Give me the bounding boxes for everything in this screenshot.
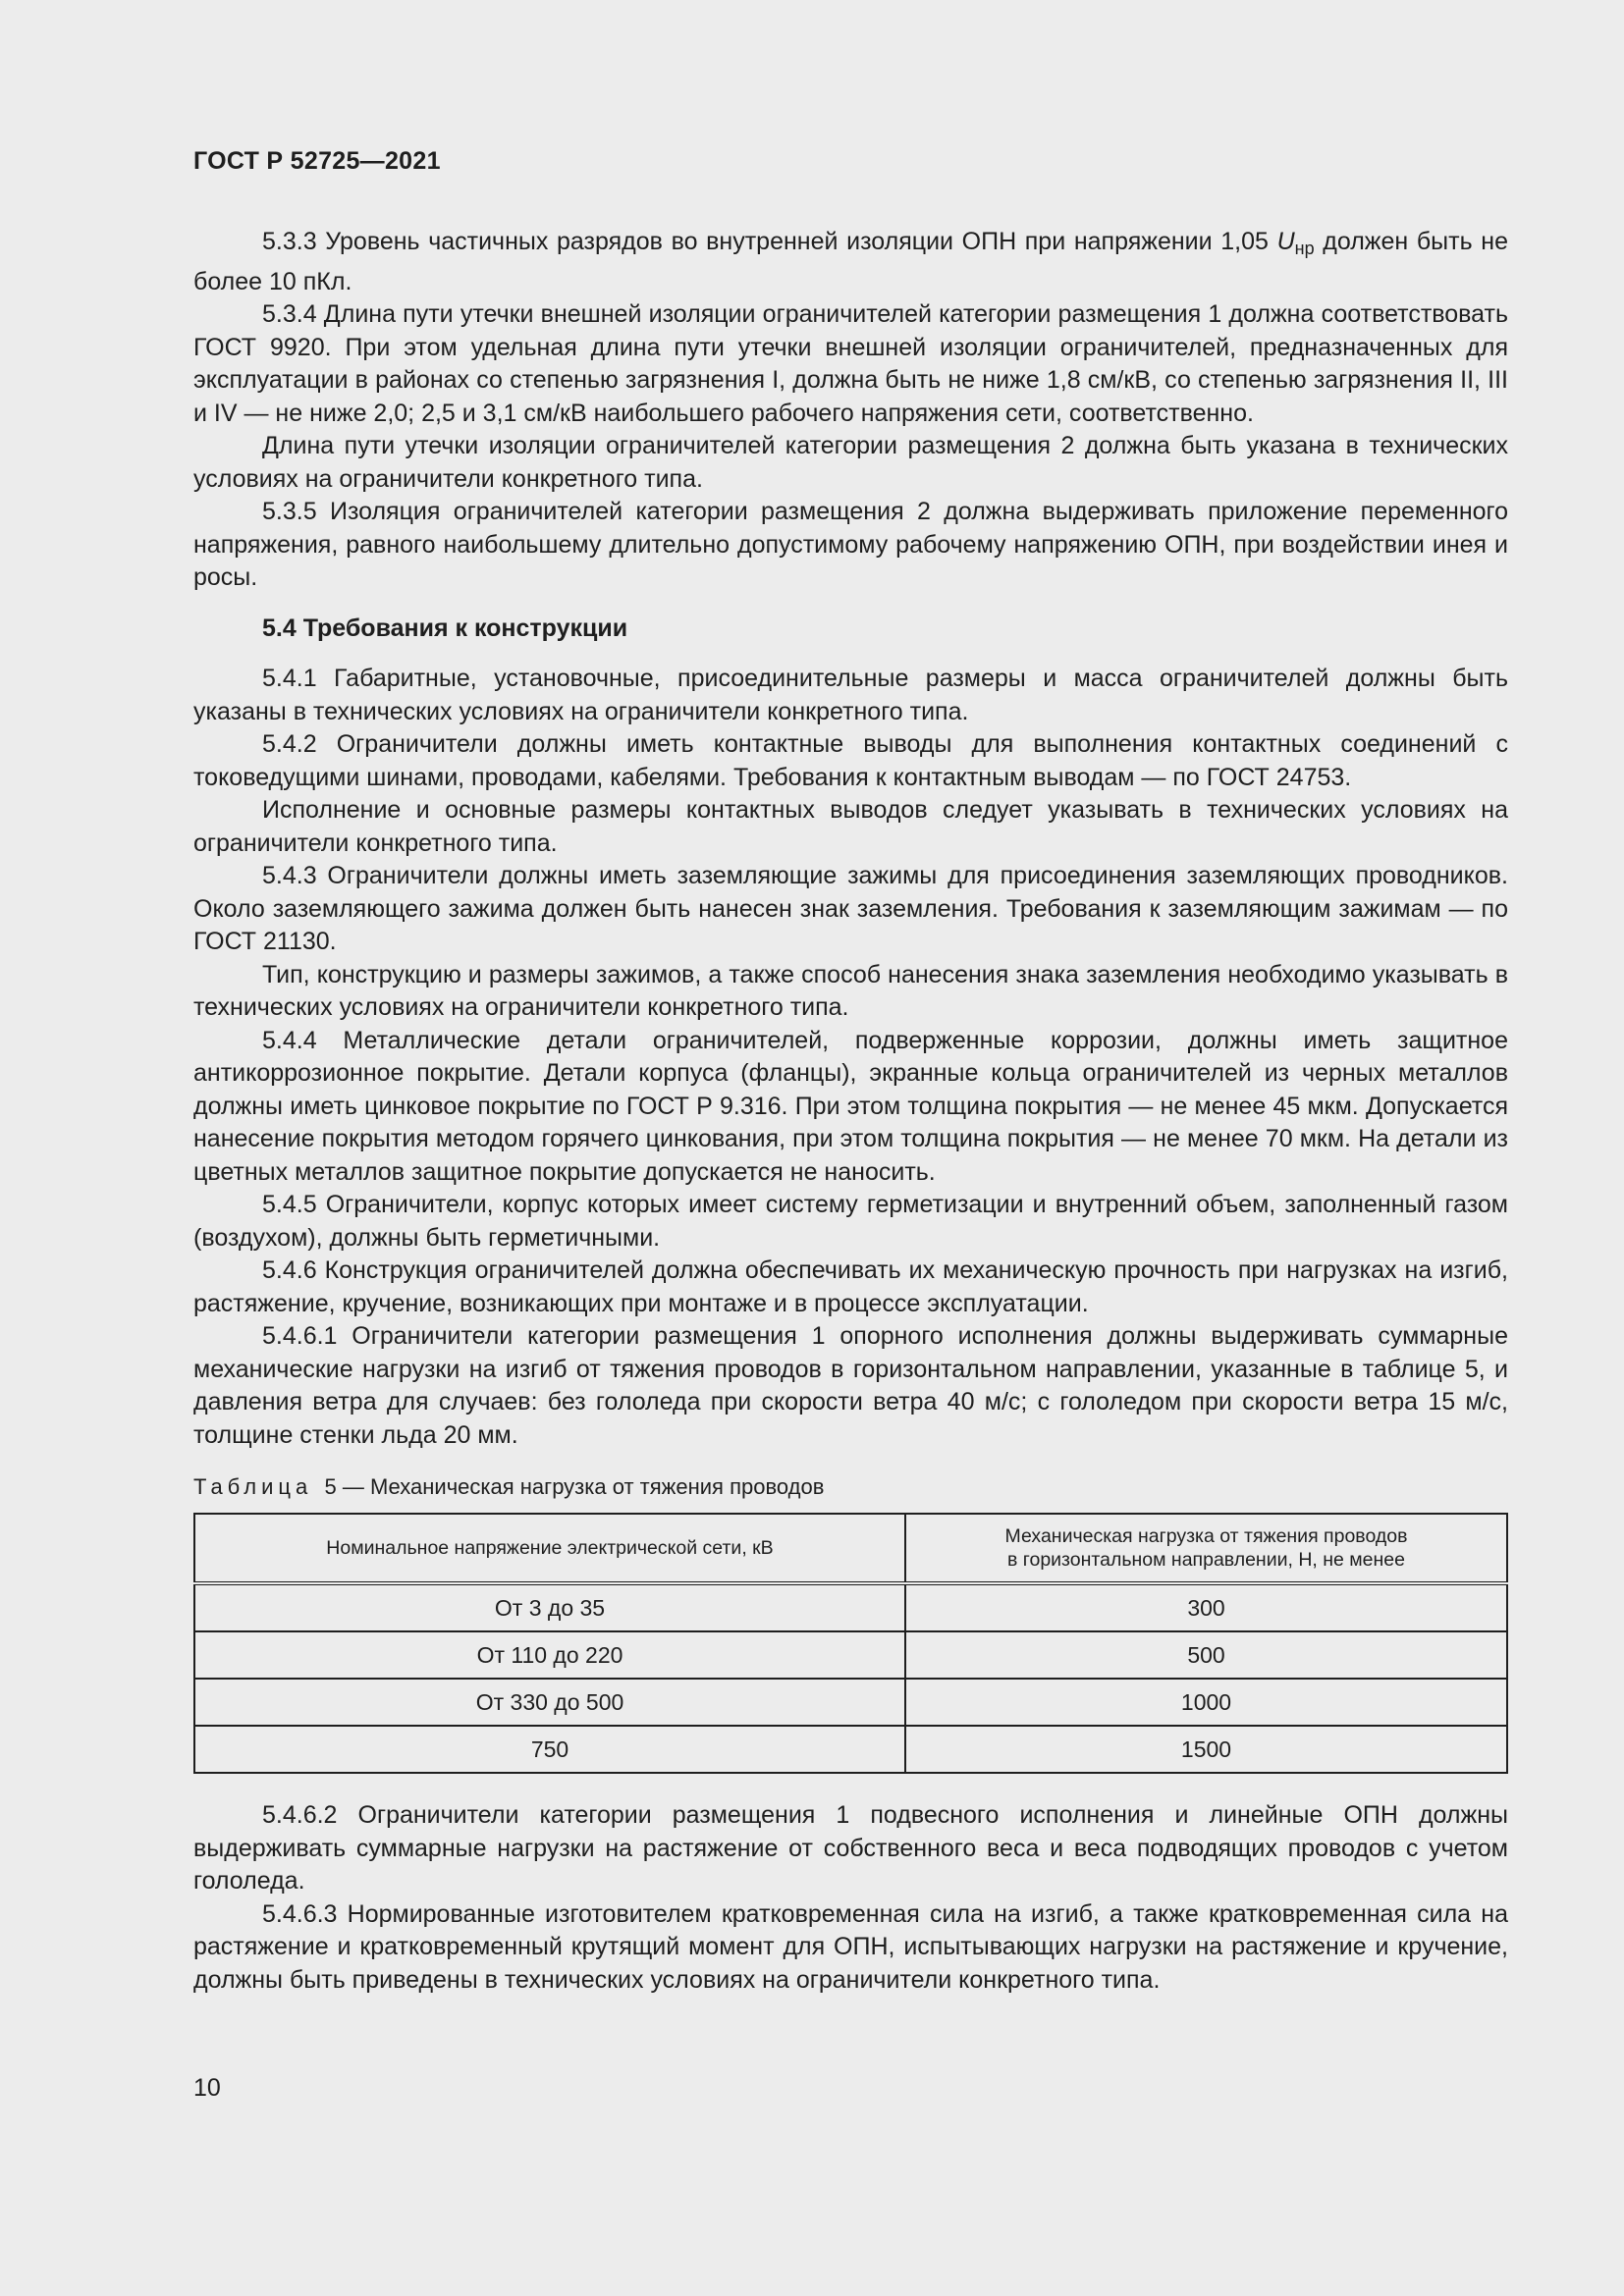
table-row: [194, 1726, 1507, 1773]
after-table-block: [193, 1799, 1508, 1997]
paragraph-5-4-5: 5.4.5 Ограничители, корпус которых имеет систему герметизации и внутренний объем, заполненный газом (воздухом), должны быть герметичными.: [193, 1191, 1508, 1252]
table-header-cell: Номинальное напряжение электрической сети, кВ: [194, 1514, 905, 1583]
table-cell: От 110 до 220: [194, 1631, 905, 1679]
paragraph-5-4-6-2: 5.4.6.2 Ограничители категории размещения 1 подвесного исполнения и линейные ОПН должны выдерживать суммарные нагрузки на растяжение от собственного веса и веса подводящих проводов с учетом гололеда.: [193, 1801, 1508, 1895]
table-cell: 750: [194, 1726, 905, 1773]
table-cell: 500: [905, 1631, 1507, 1679]
paragraph-5-4-6-3: 5.4.6.3 Нормированные изготовителем кратковременная сила на изгиб, а также кратковременная сила на растяжение и кратковременный крутящий момент для ОПН, испытывающих нагрузки на растяжение и кручение, должны быть приведены в технических условиях на ограничители конкретного типа.: [193, 1899, 1508, 1994]
table-cell: От 3 до 35: [194, 1583, 905, 1631]
paragraph: Исполнение и основные размеры контактных выводов следует указывать в технических условиях на ограничители конкретного типа.: [193, 796, 1508, 857]
table-row: [194, 1583, 1507, 1631]
section-heading: 5.4 Требования к конструкции: [262, 614, 628, 642]
page-number: 10: [193, 2074, 221, 2102]
table-row: [194, 1631, 1507, 1679]
table-header-row: [194, 1514, 1507, 1583]
paragraph-5-3-5: 5.3.5 Изоляция ограничителей категории размещения 2 должна выдерживать приложение переменного напряжения, равного наибольшему длительно допустимому рабочему напряжению ОПН, при воздействии инея и росы.: [193, 498, 1508, 591]
paragraph-5-4-1: 5.4.1 Габаритные, установочные, присоединительные размеры и масса ограничителей должны быть указаны в технических условиях на ограничители конкретного типа.: [193, 665, 1508, 725]
paragraph-5-4-3: 5.4.3 Ограничители должны иметь заземляющие зажимы для присоединения заземляющих проводников. Около заземляющего зажима должен быть нанесен знак заземления. Требования к заземляющим зажимам — по ГОСТ 21130.: [193, 862, 1508, 955]
paragraph-5-4-2: 5.4.2 Ограничители должны иметь контактные выводы для выполнения контактных соединений с токоведущими шинами, проводами, кабелями. Требования к контактным выводам — по ГОСТ 24753.: [193, 730, 1508, 791]
load-table: [193, 1513, 1508, 1774]
paragraph: Тип, конструкцию и размеры зажимов, а также способ нанесения знака заземления необходимо указывать в технических условиях на ограничители конкретного типа.: [193, 960, 1508, 1021]
paragraph-5-4-6-1: 5.4.6.1 Ограничители категории размещения 1 опорного исполнения должны выдерживать суммарные механические нагрузки на изгиб от тяжения проводов в горизонтальном направлении, указанные в таблице 5, и давления ветра для случаев: без гололеда при скорости ветра 40 м/с; с гололедом при скорости ветра 15 м/с, толщине стенки льда 20 мм.: [193, 1322, 1508, 1449]
table-cell: 300: [905, 1583, 1507, 1631]
paragraph-5-3-4: 5.3.4 Длина пути утечки внешней изоляции ограничителей категории размещения 1 должна соответствовать ГОСТ 9920. При этом удельная длина пути утечки внешней изоляции ограничителей, предназначенных для эксплуатации в районах со степенью загрязнения I, должна быть не ниже 1,8 см/кВ, со степенью загрязнения II, III и IV — не ниже 2,0; 2,5 и 3,1 см/кВ наибольшего рабочего напряжения сети, соответственно.: [193, 300, 1508, 427]
table-cell: От 330 до 500: [194, 1679, 905, 1726]
document-body: [193, 226, 1508, 1997]
table-cell: 1000: [905, 1679, 1507, 1726]
paragraph-5-3-3: 5.3.3 Уровень частичных разрядов во внутренней изоляции ОПН при напряжении 1,05 $U_{нр}$ должен быть не более 10 пКл.: [193, 228, 1508, 295]
paragraph-5-4-4: 5.4.4 Металлические детали ограничителей, подверженные коррозии, должны иметь защитное антикоррозионное покрытие. Детали корпуса (фланцы), экранные кольца ограничителей из черных металлов должны иметь цинковое покрытие по ГОСТ Р 9.316. При этом толщина покрытия — не менее 45 мкм. Допускается нанесение покрытия методом горячего цинкования, при этом толщина покрытия — не менее 70 мкм. На детали из цветных металлов защитное покрытие допускается не наносить.: [193, 1026, 1508, 1186]
standard-header: ГОСТ Р 52725—2021: [193, 147, 441, 175]
table-header-cell: Механическая нагрузка от тяжения проводов в горизонтальном направлении, Н, не менее: [905, 1514, 1507, 1583]
table-row: [194, 1679, 1507, 1726]
paragraph: Длина пути утечки изоляции ограничителей категории размещения 2 должна быть указана в технических условиях на ограничители конкретного типа.: [193, 432, 1508, 493]
table-cell: 1500: [905, 1726, 1507, 1773]
paragraph-5-4-6: 5.4.6 Конструкция ограничителей должна обеспечивать их механическую прочность при нагрузках на изгиб, растяжение, кручение, возникающих при монтаже и в процессе эксплуатации.: [193, 1256, 1508, 1317]
table-caption: Таблица 5 — Механическая нагрузка от тяжения проводов: [193, 1474, 825, 1499]
